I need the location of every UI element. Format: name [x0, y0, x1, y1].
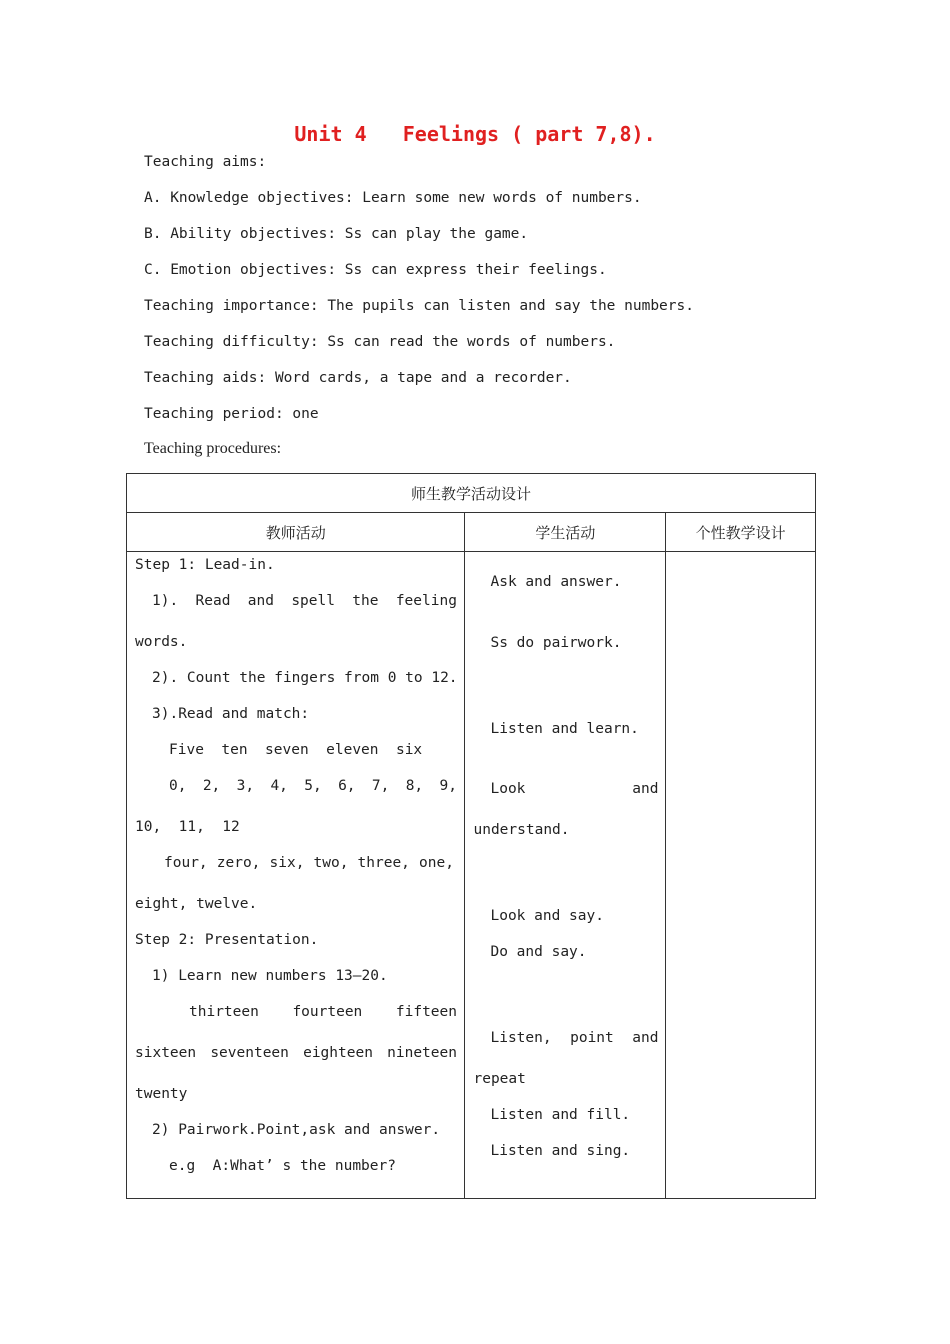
student-line: repeat — [473, 1071, 526, 1087]
step1-item1-line1 — [152, 593, 457, 609]
step2-item1: 1) Learn new numbers 13—20. — [152, 968, 388, 984]
word: and — [632, 781, 659, 797]
student-activities-cell — [465, 552, 666, 1199]
teaching-difficulty: Teaching difficulty: Ss can read the words of numbers. — [144, 334, 616, 350]
word: nineteen — [387, 1045, 457, 1061]
word: Read — [195, 593, 231, 609]
word: four, — [164, 855, 208, 871]
page-title: Unit 4 Feelings ( part 7,8). — [294, 122, 656, 146]
design-cell — [666, 552, 816, 1199]
number-words-line: Five ten seven eleven six — [169, 742, 423, 758]
step1-item2: 2). Count the fingers from 0 to 12. — [152, 670, 458, 686]
word: fifteen — [395, 1004, 457, 1020]
table-title: 师生教学活动设计 — [127, 474, 816, 513]
aim-emotion: C. Emotion objectives: Ss can express their feelings. — [144, 262, 607, 278]
teaching-procedures: Teaching procedures: — [144, 440, 282, 457]
step2-item2: 2) Pairwork.Point,ask and answer. — [152, 1122, 441, 1138]
word: and — [247, 593, 274, 609]
digit: 5, — [304, 778, 322, 794]
word: two, — [313, 855, 349, 871]
word: thirteen — [189, 1004, 259, 1020]
student-line: Ss do pairwork. — [490, 635, 622, 651]
student-line: Ask and answer. — [490, 574, 622, 590]
word: sixteen — [135, 1045, 197, 1061]
word: point — [570, 1030, 614, 1046]
word: Listen, — [490, 1030, 552, 1046]
word: six, — [269, 855, 305, 871]
aim-knowledge: A. Knowledge objectives: Learn some new words of numbers. — [144, 190, 642, 206]
student-line: understand. — [473, 822, 570, 838]
word: feeling — [395, 593, 457, 609]
example-line: e.g A:What’ s the number? — [169, 1158, 396, 1174]
word: zero, — [216, 855, 261, 871]
step1-heading: Step 1: Lead-in. — [135, 557, 275, 573]
word: Look — [490, 781, 526, 797]
digit: 8, — [405, 778, 424, 794]
words-line2: eight, twelve. — [135, 896, 258, 912]
word: three, — [357, 855, 410, 871]
digits-line2: 10, 11, 12 — [135, 819, 240, 835]
activity-table — [126, 473, 816, 1199]
teaching-aids: Teaching aids: Word cards, a tape and a recorder. — [144, 370, 572, 386]
digit: 0, — [169, 778, 187, 794]
digits-line1 — [169, 778, 457, 794]
student-line: Listen and sing. — [490, 1143, 631, 1159]
digit: 3, — [236, 778, 255, 794]
student-line: Look and say. — [490, 908, 604, 924]
word: one, — [419, 855, 454, 871]
teaching-importance: Teaching importance: The pupils can listen and say the numbers. — [144, 298, 694, 314]
teens-line2 — [135, 1045, 457, 1061]
words-line1 — [164, 855, 454, 871]
col-header-teacher: 教师活动 — [127, 513, 465, 552]
teaching-period: Teaching period: one — [144, 406, 319, 422]
digit: 6, — [338, 778, 356, 794]
teens-line1 — [189, 1004, 457, 1020]
digit: 7, — [371, 778, 390, 794]
student-line — [490, 1030, 658, 1046]
col-header-student: 学生活动 — [465, 513, 666, 552]
step1-item1-line2: words. — [135, 634, 188, 650]
aim-ability: B. Ability objectives: Ss can play the game. — [144, 226, 529, 242]
digit: 4, — [270, 778, 288, 794]
step2-heading: Step 2: Presentation. — [135, 932, 319, 948]
aims-heading: Teaching aims: — [144, 154, 267, 170]
word: spell — [291, 593, 335, 609]
step1-item3: 3).Read and match: — [152, 706, 310, 722]
teens-line3: twenty — [135, 1086, 188, 1102]
student-line: Do and say. — [490, 944, 587, 960]
student-line: Listen and learn. — [490, 721, 639, 737]
word: 1). — [152, 593, 179, 609]
teacher-activities-cell — [127, 552, 465, 1199]
word: seventeen — [210, 1045, 289, 1061]
word: eighteen — [303, 1045, 373, 1061]
student-line: Listen and fill. — [490, 1107, 631, 1123]
student-line — [490, 781, 658, 797]
word: fourteen — [292, 1004, 363, 1020]
word: the — [352, 593, 379, 609]
digit: 9, — [439, 778, 457, 794]
digit: 2, — [202, 778, 221, 794]
word: and — [632, 1030, 659, 1046]
col-header-design: 个性教学设计 — [666, 513, 816, 552]
